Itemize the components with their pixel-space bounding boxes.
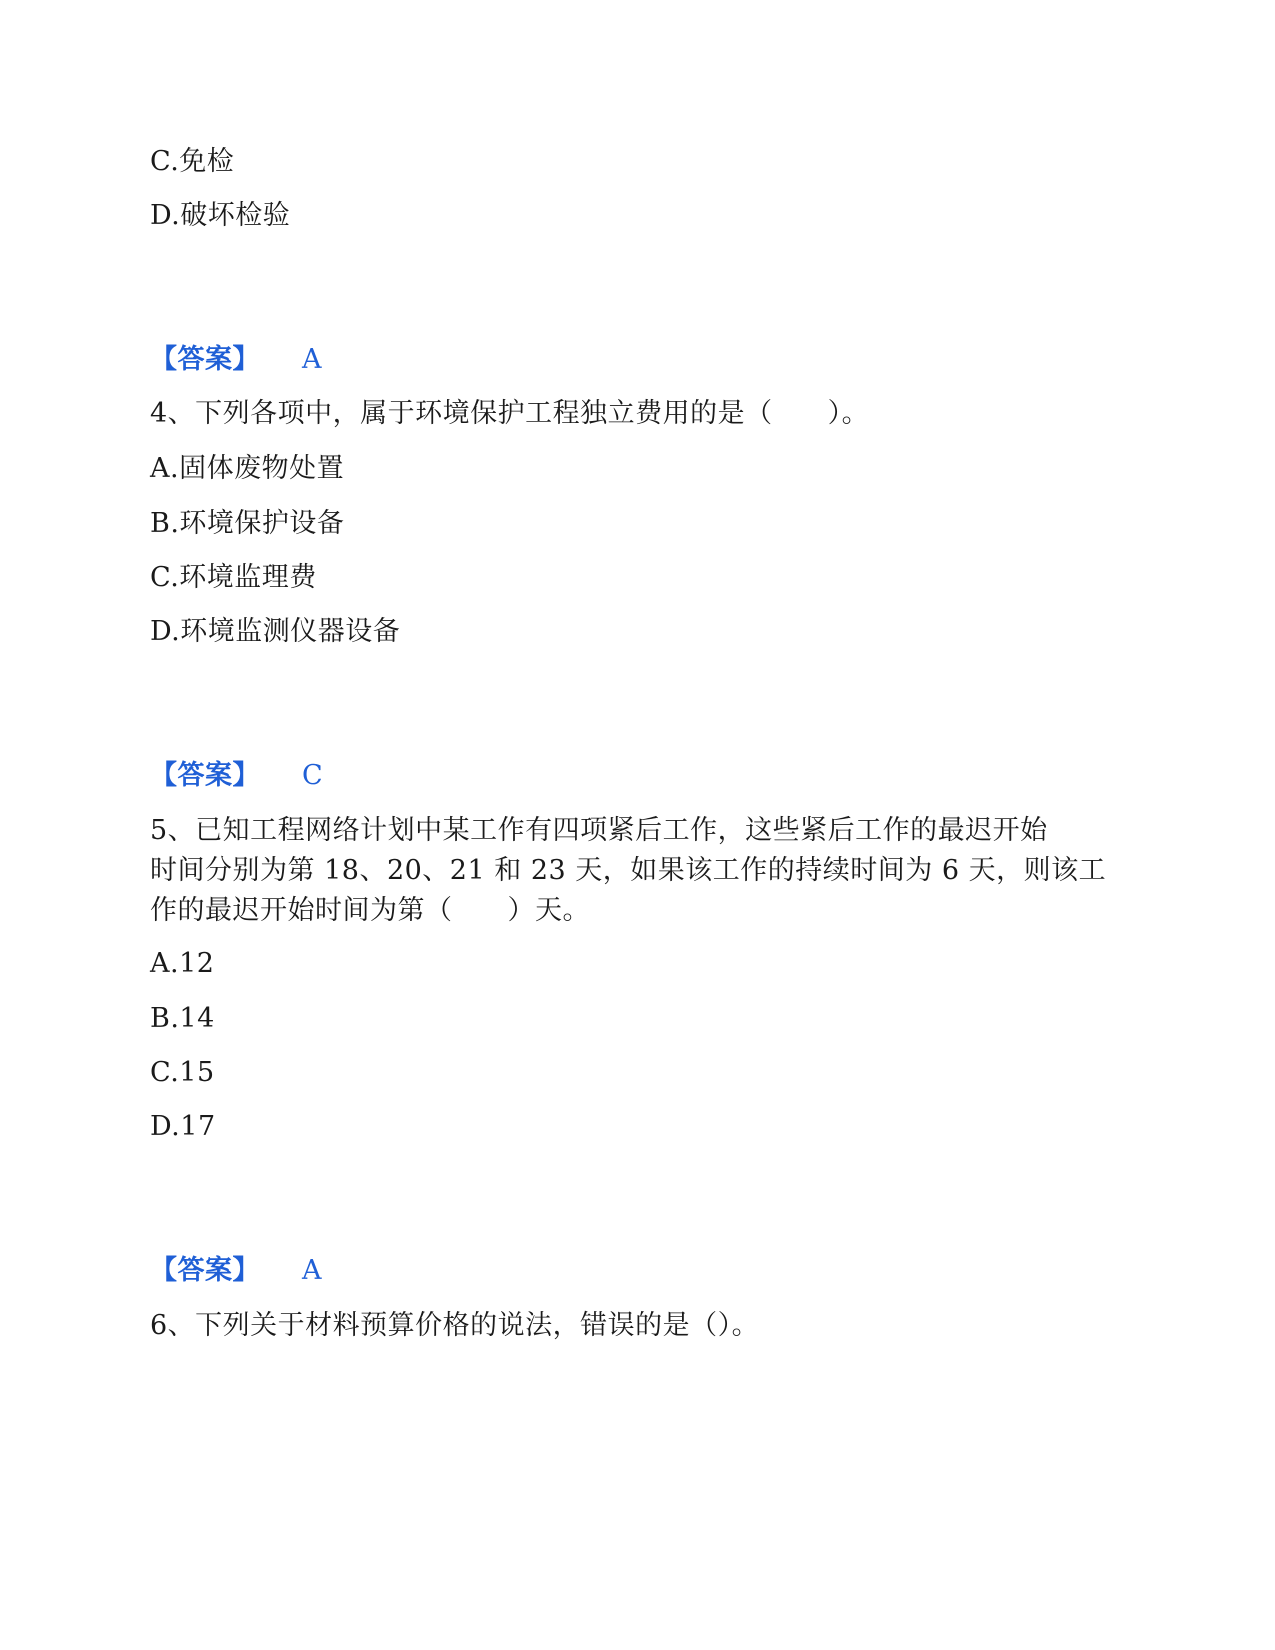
- answer-q3: [150, 340, 322, 380]
- option-q5-c: C.15: [150, 1057, 215, 1088]
- option-q3-c: C.免检: [150, 146, 235, 177]
- answer-label: 【答案】: [150, 344, 260, 375]
- question-4: 4、下列各项中，属于环境保护工程独立费用的是（ ）。: [150, 398, 870, 429]
- answer-q4: [150, 756, 323, 796]
- option-q4-b: B.环境保护设备: [150, 508, 345, 539]
- answer-label: 【答案】: [150, 1255, 260, 1286]
- question-5-line-1: 5、已知工程网络计划中某工作有四项紧后工作，这些紧后工作的最迟开始: [150, 815, 1048, 846]
- question-5-line-2: 时间分别为第 18、20、21 和 23 天，如果该工作的持续时间为 6 天，则该工: [150, 855, 1107, 886]
- option-q4-d: D.环境监测仪器设备: [150, 616, 401, 647]
- option-q4-a: A.固体废物处置: [150, 453, 345, 484]
- option-q4-c: C.环境监理费: [150, 562, 317, 593]
- option-q5-b: B.14: [150, 1003, 215, 1034]
- answer-q5: [150, 1251, 322, 1291]
- answer-label: 【答案】: [150, 760, 260, 791]
- answer-value: A: [302, 344, 322, 375]
- option-q5-d: D.17: [150, 1111, 216, 1142]
- question-6: 6、下列关于材料预算价格的说法，错误的是（）。: [150, 1310, 760, 1341]
- question-5-line-3: 作的最迟开始时间为第（ ）天。: [150, 895, 590, 926]
- answer-value: A: [302, 1255, 322, 1286]
- question-5: [150, 811, 1110, 931]
- option-q3-d: D.破坏检验: [150, 200, 291, 231]
- answer-value: C: [302, 760, 324, 791]
- option-q5-a: A.12: [150, 948, 215, 979]
